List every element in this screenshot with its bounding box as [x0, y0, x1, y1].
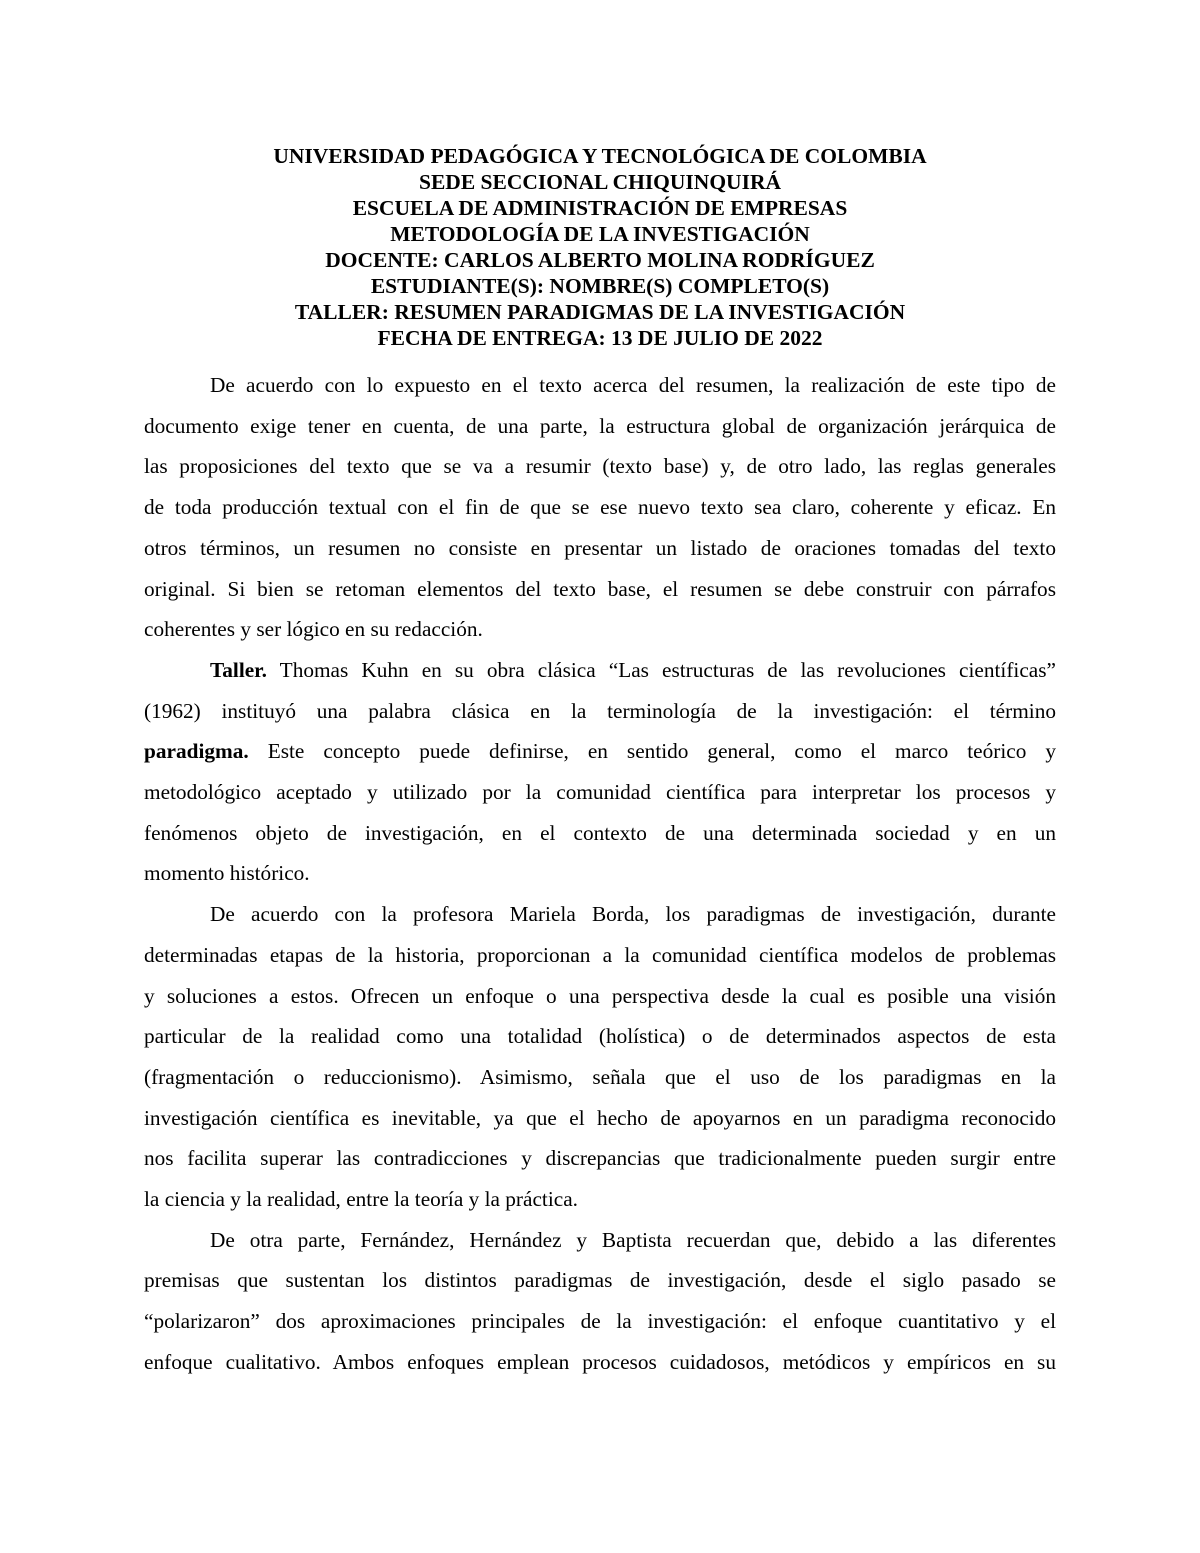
paragraph-taller-kuhn [144, 650, 1056, 894]
text-line: original. Si bien se retoman elementos del texto base, el resumen se debe construir con párrafos [144, 576, 1056, 601]
text-line: coherentes y ser lógico en su redacción. [144, 617, 483, 642]
text-line: (fragmentación o reduccionismo). Asimismo, señala que el uso de los paradigmas en la [144, 1064, 1056, 1089]
text-line: y soluciones a estos. Ofrecen un enfoque o una perspectiva desde la cual es posible una visión [144, 983, 1056, 1008]
text-line: De acuerdo con lo expuesto en el texto acerca del resumen, la realización de este tipo de [210, 373, 1056, 397]
document-header [144, 143, 1056, 351]
teacher-name: DOCENTE: CARLOS ALBERTO MOLINA RODRÍGUEZ [325, 248, 875, 272]
text-run: Thomas Kuhn en su obra clásica “Las estructuras de las revoluciones científicas” [267, 657, 1056, 682]
text-line: las proposiciones del texto que se va a resumir (texto base) y, de otro lado, las reglas generales [144, 454, 1056, 479]
document-body [144, 365, 1056, 1383]
due-date: FECHA DE ENTREGA: 13 DE JULIO DE 2022 [377, 326, 823, 350]
text-line: enfoque cualitativo. Ambos enfoques emplean procesos cuidadosos, metódicos y empíricos en su [144, 1349, 1056, 1374]
workshop-title: TALLER: RESUMEN PARADIGMAS DE LA INVESTIGACIÓN [294, 300, 906, 324]
taller-label: Taller. [210, 657, 268, 682]
text-line: otros términos, un resumen no consiste en presentar un listado de oraciones tomadas del texto [144, 535, 1056, 560]
school-name: ESCUELA DE ADMINISTRACIÓN DE EMPRESAS [352, 196, 848, 220]
text-line: la ciencia y la realidad, entre la teoría y la práctica. [144, 1187, 578, 1212]
text-line: particular de la realidad como una totalidad (holística) o de determinados aspectos de esta [144, 1024, 1056, 1049]
text-line: determinadas etapas de la historia, proporcionan a la comunidad científica modelos de problemas [144, 942, 1056, 967]
text-line: nos facilita superar las contradicciones y discrepancias que tradicionalmente pueden surgir entre [144, 1146, 1056, 1171]
text-line: de toda producción textual con el fin de que se ese nuevo texto sea claro, coherente y eficaz. En [144, 495, 1056, 520]
text-line [144, 731, 1056, 772]
paragraph-summary-intro [144, 365, 1056, 650]
paradigm-term: paradigma. [144, 739, 249, 764]
text-line: momento histórico. [144, 861, 310, 886]
text-line: fenómenos objeto de investigación, en el contexto de una determinada sociedad y en un [144, 820, 1056, 845]
text-line [144, 650, 1056, 691]
text-line: premisas que sustentan los distintos paradigmas de investigación, desde el siglo pasado se [144, 1268, 1056, 1293]
text-run: Este concepto puede definirse, en sentido general, como el marco teórico y [248, 739, 1056, 764]
student-names: ESTUDIANTE(S): NOMBRE(S) COMPLETO(S) [370, 274, 830, 298]
text-line: documento exige tener en cuenta, de una parte, la estructura global de organización jerárquica de [144, 413, 1056, 438]
text-line: (1962) instituyó una palabra clásica en la terminología de la investigación: el término [144, 698, 1056, 723]
text-line: “polarizaron” dos aproximaciones principales de la investigación: el enfoque cuantitativo y el [144, 1309, 1056, 1334]
text-line: metodológico aceptado y utilizado por la comunidad científica para interpretar los procesos y [144, 780, 1056, 805]
campus-name: SEDE SECCIONAL CHIQUINQUIRÁ [419, 170, 781, 194]
text-line: De acuerdo con la profesora Mariela Borda, los paradigmas de investigación, durante [210, 902, 1056, 927]
course-name: METODOLOGÍA DE LA INVESTIGACIÓN [390, 222, 810, 246]
paragraph-fernandez [144, 1220, 1056, 1383]
text-line: investigación científica es inevitable, ya que el hecho de apoyarnos en un paradigma reconocido [144, 1105, 1056, 1130]
text-line: De otra parte, Fernández, Hernández y Baptista recuerdan que, debido a las diferentes [210, 1227, 1056, 1252]
university-name: UNIVERSIDAD PEDAGÓGICA Y TECNOLÓGICA DE COLOMBIA [273, 144, 927, 168]
paragraph-borda [144, 894, 1056, 1220]
